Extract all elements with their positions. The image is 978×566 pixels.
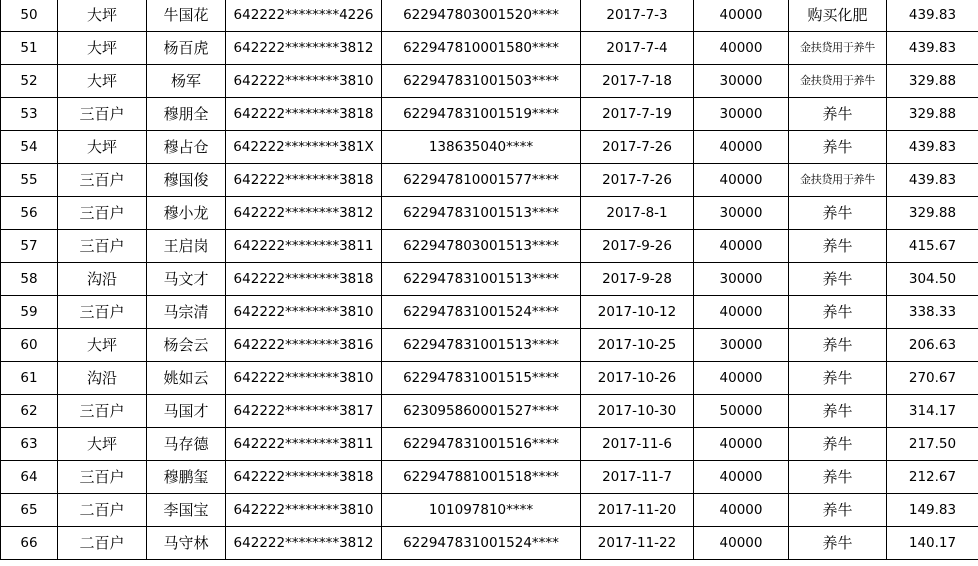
village-cell: 三百户 — [58, 230, 147, 263]
account-number-cell: 622947803001513**** — [382, 230, 581, 263]
interest-cell: 270.67 — [887, 362, 978, 395]
account-number-cell: 622947831001524**** — [382, 296, 581, 329]
borrower-name-cell: 穆小龙 — [147, 197, 226, 230]
row-number-cell: 57 — [1, 230, 58, 263]
loan-date-cell: 2017-10-12 — [581, 296, 694, 329]
loan-amount-cell: 40000 — [694, 461, 789, 494]
row-number-cell: 51 — [1, 32, 58, 65]
id-number-cell: 642222********4226 — [226, 0, 382, 32]
row-number-cell: 52 — [1, 65, 58, 98]
id-number-cell: 642222********3812 — [226, 32, 382, 65]
row-number-cell: 64 — [1, 461, 58, 494]
account-number-cell: 101097810**** — [382, 494, 581, 527]
row-number-cell: 50 — [1, 0, 58, 32]
village-cell: 三百户 — [58, 197, 147, 230]
village-cell: 大坪 — [58, 428, 147, 461]
loan-date-cell: 2017-11-7 — [581, 461, 694, 494]
loan-amount-cell: 40000 — [694, 230, 789, 263]
borrower-name-cell: 李国宝 — [147, 494, 226, 527]
loan-amount-cell: 50000 — [694, 395, 789, 428]
village-cell: 三百户 — [58, 164, 147, 197]
account-number-cell: 622947810001577**** — [382, 164, 581, 197]
borrower-name-cell: 马守林 — [147, 527, 226, 560]
loan-purpose-cell: 金扶贷用于养牛 — [789, 164, 887, 197]
loan-date-cell: 2017-7-18 — [581, 65, 694, 98]
loan-purpose-cell: 金扶贷用于养牛 — [789, 32, 887, 65]
row-number-cell: 63 — [1, 428, 58, 461]
interest-cell: 329.88 — [887, 197, 978, 230]
loan-amount-cell: 30000 — [694, 65, 789, 98]
loan-purpose-cell: 养牛 — [789, 131, 887, 164]
interest-cell: 149.83 — [887, 494, 978, 527]
id-number-cell: 642222********3817 — [226, 395, 382, 428]
borrower-name-cell: 王启岗 — [147, 230, 226, 263]
row-number-cell: 60 — [1, 329, 58, 362]
id-number-cell: 642222********3810 — [226, 362, 382, 395]
loan-purpose-cell: 养牛 — [789, 263, 887, 296]
loan-date-cell: 2017-9-28 — [581, 263, 694, 296]
account-number-cell: 622947831001524**** — [382, 527, 581, 560]
row-number-cell: 59 — [1, 296, 58, 329]
loan-amount-cell: 40000 — [694, 494, 789, 527]
loan-amount-cell: 40000 — [694, 164, 789, 197]
borrower-name-cell: 杨百虎 — [147, 32, 226, 65]
interest-cell: 439.83 — [887, 131, 978, 164]
account-number-cell: 622947831001515**** — [382, 362, 581, 395]
row-number-cell: 61 — [1, 362, 58, 395]
account-number-cell: 622947881001518**** — [382, 461, 581, 494]
loan-purpose-cell: 养牛 — [789, 329, 887, 362]
row-number-cell: 55 — [1, 164, 58, 197]
borrower-name-cell: 马国才 — [147, 395, 226, 428]
loan-date-cell: 2017-10-30 — [581, 395, 694, 428]
table-row — [1, 329, 978, 362]
interest-cell: 329.88 — [887, 65, 978, 98]
interest-cell: 338.33 — [887, 296, 978, 329]
loan-purpose-cell: 养牛 — [789, 362, 887, 395]
interest-cell: 314.17 — [887, 395, 978, 428]
loan-date-cell: 2017-9-26 — [581, 230, 694, 263]
loan-amount-cell: 40000 — [694, 131, 789, 164]
interest-cell: 329.88 — [887, 98, 978, 131]
loan-date-cell: 2017-11-6 — [581, 428, 694, 461]
loan-date-cell: 2017-11-20 — [581, 494, 694, 527]
village-cell: 沟沿 — [58, 263, 147, 296]
loan-purpose-cell: 金扶贷用于养牛 — [789, 65, 887, 98]
table-row — [1, 164, 978, 197]
row-number-cell: 56 — [1, 197, 58, 230]
loan-purpose-cell: 养牛 — [789, 494, 887, 527]
table-row — [1, 362, 978, 395]
village-cell: 大坪 — [58, 65, 147, 98]
table-row — [1, 32, 978, 65]
borrower-name-cell: 穆国俊 — [147, 164, 226, 197]
borrower-name-cell: 马文才 — [147, 263, 226, 296]
loan-amount-cell: 30000 — [694, 329, 789, 362]
account-number-cell: 622947831001519**** — [382, 98, 581, 131]
borrower-name-cell: 穆朋全 — [147, 98, 226, 131]
loan-purpose-cell: 养牛 — [789, 527, 887, 560]
loan-purpose-cell: 养牛 — [789, 296, 887, 329]
interest-cell: 217.50 — [887, 428, 978, 461]
account-number-cell: 622947831001516**** — [382, 428, 581, 461]
loan-amount-cell: 40000 — [694, 0, 789, 32]
id-number-cell: 642222********3810 — [226, 296, 382, 329]
interest-cell: 439.83 — [887, 0, 978, 32]
village-cell: 大坪 — [58, 131, 147, 164]
village-cell: 三百户 — [58, 296, 147, 329]
village-cell: 沟沿 — [58, 362, 147, 395]
loan-amount-cell: 30000 — [694, 98, 789, 131]
village-cell: 三百户 — [58, 395, 147, 428]
row-number-cell: 66 — [1, 527, 58, 560]
id-number-cell: 642222********3810 — [226, 65, 382, 98]
borrower-name-cell: 马宗清 — [147, 296, 226, 329]
row-number-cell: 53 — [1, 98, 58, 131]
id-number-cell: 642222********3811 — [226, 428, 382, 461]
id-number-cell: 642222********3818 — [226, 263, 382, 296]
loan-date-cell: 2017-7-26 — [581, 131, 694, 164]
id-number-cell: 642222********3812 — [226, 527, 382, 560]
interest-cell: 206.63 — [887, 329, 978, 362]
table-row — [1, 263, 978, 296]
loan-purpose-cell: 养牛 — [789, 461, 887, 494]
table-row — [1, 395, 978, 428]
account-number-cell: 622947810001580**** — [382, 32, 581, 65]
account-number-cell: 623095860001527**** — [382, 395, 581, 428]
loan-purpose-cell: 购买化肥 — [789, 0, 887, 32]
interest-cell: 439.83 — [887, 32, 978, 65]
village-cell: 二百户 — [58, 527, 147, 560]
interest-cell: 140.17 — [887, 527, 978, 560]
table-row — [1, 230, 978, 263]
table-row — [1, 0, 978, 32]
table-body — [1, 0, 978, 560]
loan-amount-cell: 40000 — [694, 527, 789, 560]
loan-amount-cell: 30000 — [694, 197, 789, 230]
table-row — [1, 494, 978, 527]
id-number-cell: 642222********3810 — [226, 494, 382, 527]
id-number-cell: 642222********3818 — [226, 164, 382, 197]
village-cell: 三百户 — [58, 98, 147, 131]
village-cell: 二百户 — [58, 494, 147, 527]
table-row — [1, 98, 978, 131]
loan-date-cell: 2017-10-26 — [581, 362, 694, 395]
interest-cell: 304.50 — [887, 263, 978, 296]
account-number-cell: 138635040**** — [382, 131, 581, 164]
account-number-cell: 622947831001513**** — [382, 197, 581, 230]
loan-amount-cell: 40000 — [694, 428, 789, 461]
village-cell: 大坪 — [58, 32, 147, 65]
loan-amount-cell: 40000 — [694, 362, 789, 395]
row-number-cell: 62 — [1, 395, 58, 428]
id-number-cell: 642222********3812 — [226, 197, 382, 230]
loan-purpose-cell: 养牛 — [789, 230, 887, 263]
table-row — [1, 296, 978, 329]
loan-amount-cell: 40000 — [694, 32, 789, 65]
loan-amount-cell: 30000 — [694, 263, 789, 296]
loan-date-cell: 2017-7-3 — [581, 0, 694, 32]
table-row — [1, 527, 978, 560]
table-row — [1, 197, 978, 230]
borrower-name-cell: 牛国花 — [147, 0, 226, 32]
borrower-name-cell: 杨军 — [147, 65, 226, 98]
loan-date-cell: 2017-7-26 — [581, 164, 694, 197]
row-number-cell: 65 — [1, 494, 58, 527]
table-row — [1, 428, 978, 461]
loan-purpose-cell: 养牛 — [789, 197, 887, 230]
id-number-cell: 642222********3818 — [226, 98, 382, 131]
interest-cell: 415.67 — [887, 230, 978, 263]
id-number-cell: 642222********381X — [226, 131, 382, 164]
borrower-name-cell: 姚如云 — [147, 362, 226, 395]
loan-purpose-cell: 养牛 — [789, 395, 887, 428]
account-number-cell: 622947831001503**** — [382, 65, 581, 98]
loan-date-cell: 2017-8-1 — [581, 197, 694, 230]
account-number-cell: 622947831001513**** — [382, 329, 581, 362]
loan-date-cell: 2017-11-22 — [581, 527, 694, 560]
loan-amount-cell: 40000 — [694, 296, 789, 329]
borrower-name-cell: 马存德 — [147, 428, 226, 461]
village-cell: 大坪 — [58, 329, 147, 362]
loan-date-cell: 2017-7-4 — [581, 32, 694, 65]
row-number-cell: 58 — [1, 263, 58, 296]
table-row — [1, 65, 978, 98]
borrower-name-cell: 穆占仓 — [147, 131, 226, 164]
table-row — [1, 131, 978, 164]
id-number-cell: 642222********3811 — [226, 230, 382, 263]
table-row — [1, 461, 978, 494]
account-number-cell: 622947831001513**** — [382, 263, 581, 296]
row-number-cell: 54 — [1, 131, 58, 164]
loan-date-cell: 2017-10-25 — [581, 329, 694, 362]
interest-cell: 212.67 — [887, 461, 978, 494]
loan-purpose-cell: 养牛 — [789, 98, 887, 131]
village-cell: 大坪 — [58, 0, 147, 32]
interest-cell: 439.83 — [887, 164, 978, 197]
id-number-cell: 642222********3818 — [226, 461, 382, 494]
id-number-cell: 642222********3816 — [226, 329, 382, 362]
borrower-name-cell: 穆鹏玺 — [147, 461, 226, 494]
borrower-name-cell: 杨会云 — [147, 329, 226, 362]
loan-purpose-cell: 养牛 — [789, 428, 887, 461]
account-number-cell: 622947803001520**** — [382, 0, 581, 32]
loan-date-cell: 2017-7-19 — [581, 98, 694, 131]
village-cell: 三百户 — [58, 461, 147, 494]
